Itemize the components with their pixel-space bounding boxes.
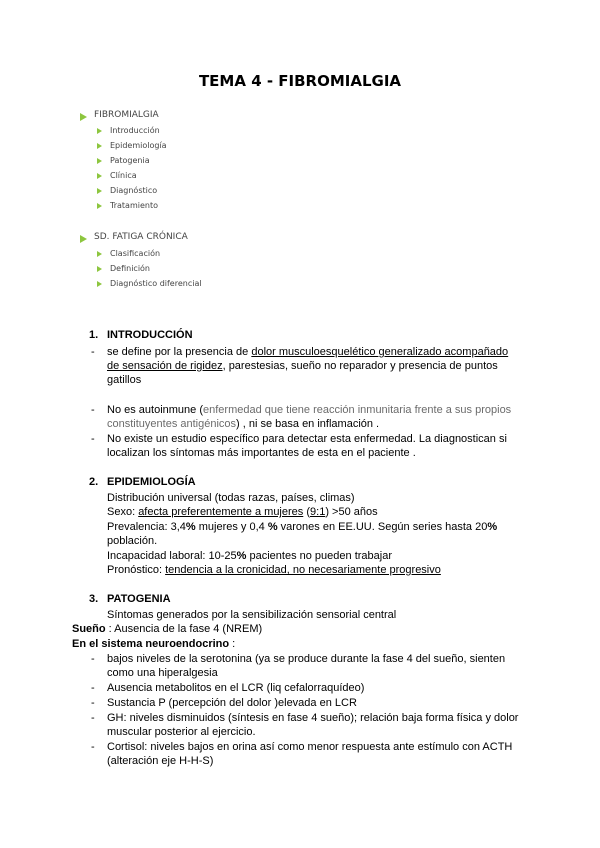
outline-subitem: Epidemiología [110, 141, 167, 150]
bullet-triangle-icon [97, 203, 102, 209]
outline-subitem: Patogenia [110, 156, 150, 165]
paragraph-line: Sueño : Ausencia de la fase 4 (NREM) [72, 623, 263, 635]
paragraph-line: como una hiperalgesia [107, 667, 218, 679]
bullet-triangle-icon [97, 251, 102, 257]
paragraph-line: gatillos [107, 374, 142, 386]
list-dash: - [91, 697, 95, 709]
paragraph-line: Incapacidad laboral: 10-25% pacientes no pueden trabajar [107, 550, 392, 562]
bullet-triangle-icon [97, 281, 102, 287]
list-dash: - [91, 404, 95, 416]
paragraph-line: Distribución universal (todas razas, países, climas) [107, 492, 355, 504]
section-heading-patogenia: PATOGENIA [107, 593, 171, 605]
paragraph-line: Cortisol: niveles bajos en orina así como menor respuesta ante estímulo con ACTH [107, 741, 513, 753]
section-heading-epidemiologia: EPIDEMIOLOGÍA [107, 476, 196, 488]
list-dash: - [91, 346, 95, 358]
paragraph-line: En el sistema neuroendocrino : [72, 638, 236, 650]
paragraph-line: No existe un estudio específico para detectar esta enfermedad. La diagnostican si [107, 433, 507, 445]
paragraph-line: GH: niveles disminuidos (síntesis en fase 4 sueño); relación baja forma física y dolor [107, 712, 519, 724]
section-heading-introduccion: INTRODUCCIÓN [107, 329, 193, 341]
outline-subitem: Diagnóstico [110, 186, 158, 195]
bullet-triangle-icon [97, 143, 102, 149]
paragraph-line: constituyentes antigénicos) , ni se basa en inflamación . [107, 418, 380, 430]
bullet-triangle-icon [97, 188, 102, 194]
paragraph-line: muscular posterior al ejercicio. [107, 726, 256, 738]
bullet-triangle-icon [97, 173, 102, 179]
bullet-triangle-icon [97, 266, 102, 272]
outline-subitem: Introducción [110, 126, 160, 135]
section-number: 3. [89, 593, 99, 605]
paragraph-line: Prevalencia: 3,4% mujeres y 0,4 % varones en EE.UU. Según series hasta 20% [107, 521, 498, 533]
paragraph-line: población. [107, 535, 158, 547]
outline-subitem: Tratamiento [110, 201, 158, 210]
paragraph-line: bajos niveles de la serotonina (ya se produce durante la fase 4 del sueño, sienten [107, 653, 506, 665]
bullet-triangle-icon [97, 128, 102, 134]
paragraph-line: Síntomas generados por la sensibilización sensorial central [107, 609, 397, 621]
list-dash: - [91, 653, 95, 665]
paragraph-line: (alteración eje H-H-S) [107, 755, 214, 767]
outline-item-fibromialgia: FIBROMIALGIA [94, 110, 159, 120]
paragraph-line: Sustancia P (percepción del dolor )elevada en LCR [107, 697, 357, 709]
outline-subitem: Clínica [110, 171, 137, 180]
outline-subitem: Clasificación [110, 249, 161, 258]
paragraph-line: Sexo: afecta preferentemente a mujeres (9:1) >50 años [107, 506, 378, 518]
list-dash: - [91, 712, 95, 724]
list-dash: - [91, 741, 95, 753]
paragraph-line: de sensación de rigidez, parestesias, sueño no reparador y presencia de puntos [107, 360, 498, 372]
outline-item-fatiga: SD. FATIGA CRÓNICA [94, 232, 188, 242]
list-dash: - [91, 433, 95, 445]
outline-subitem: Definición [110, 264, 150, 273]
paragraph-line: Ausencia metabolitos en el LCR (liq cefalorraquídeo) [107, 682, 365, 694]
paragraph-line: No es autoinmune (enfermedad que tiene reacción inmunitaria frente a sus propios [107, 404, 512, 416]
bullet-triangle-icon [97, 158, 102, 164]
paragraph-line: se define por la presencia de dolor musculoesquelético generalizado acompañado [107, 346, 509, 358]
section-number: 1. [89, 329, 99, 341]
section-number: 2. [89, 476, 99, 488]
outline-subitem: Diagnóstico diferencial [110, 279, 202, 288]
paragraph-line: Pronóstico: tendencia a la cronicidad, no necesariamente progresivo [107, 564, 441, 576]
list-dash: - [91, 682, 95, 694]
bullet-triangle-icon [80, 235, 87, 243]
bullet-triangle-icon [80, 113, 87, 121]
paragraph-line: localizan los síntomas más importantes de esta en el paciente . [107, 447, 416, 459]
page-title: TEMA 4 - FIBROMIALGIA [198, 72, 402, 90]
